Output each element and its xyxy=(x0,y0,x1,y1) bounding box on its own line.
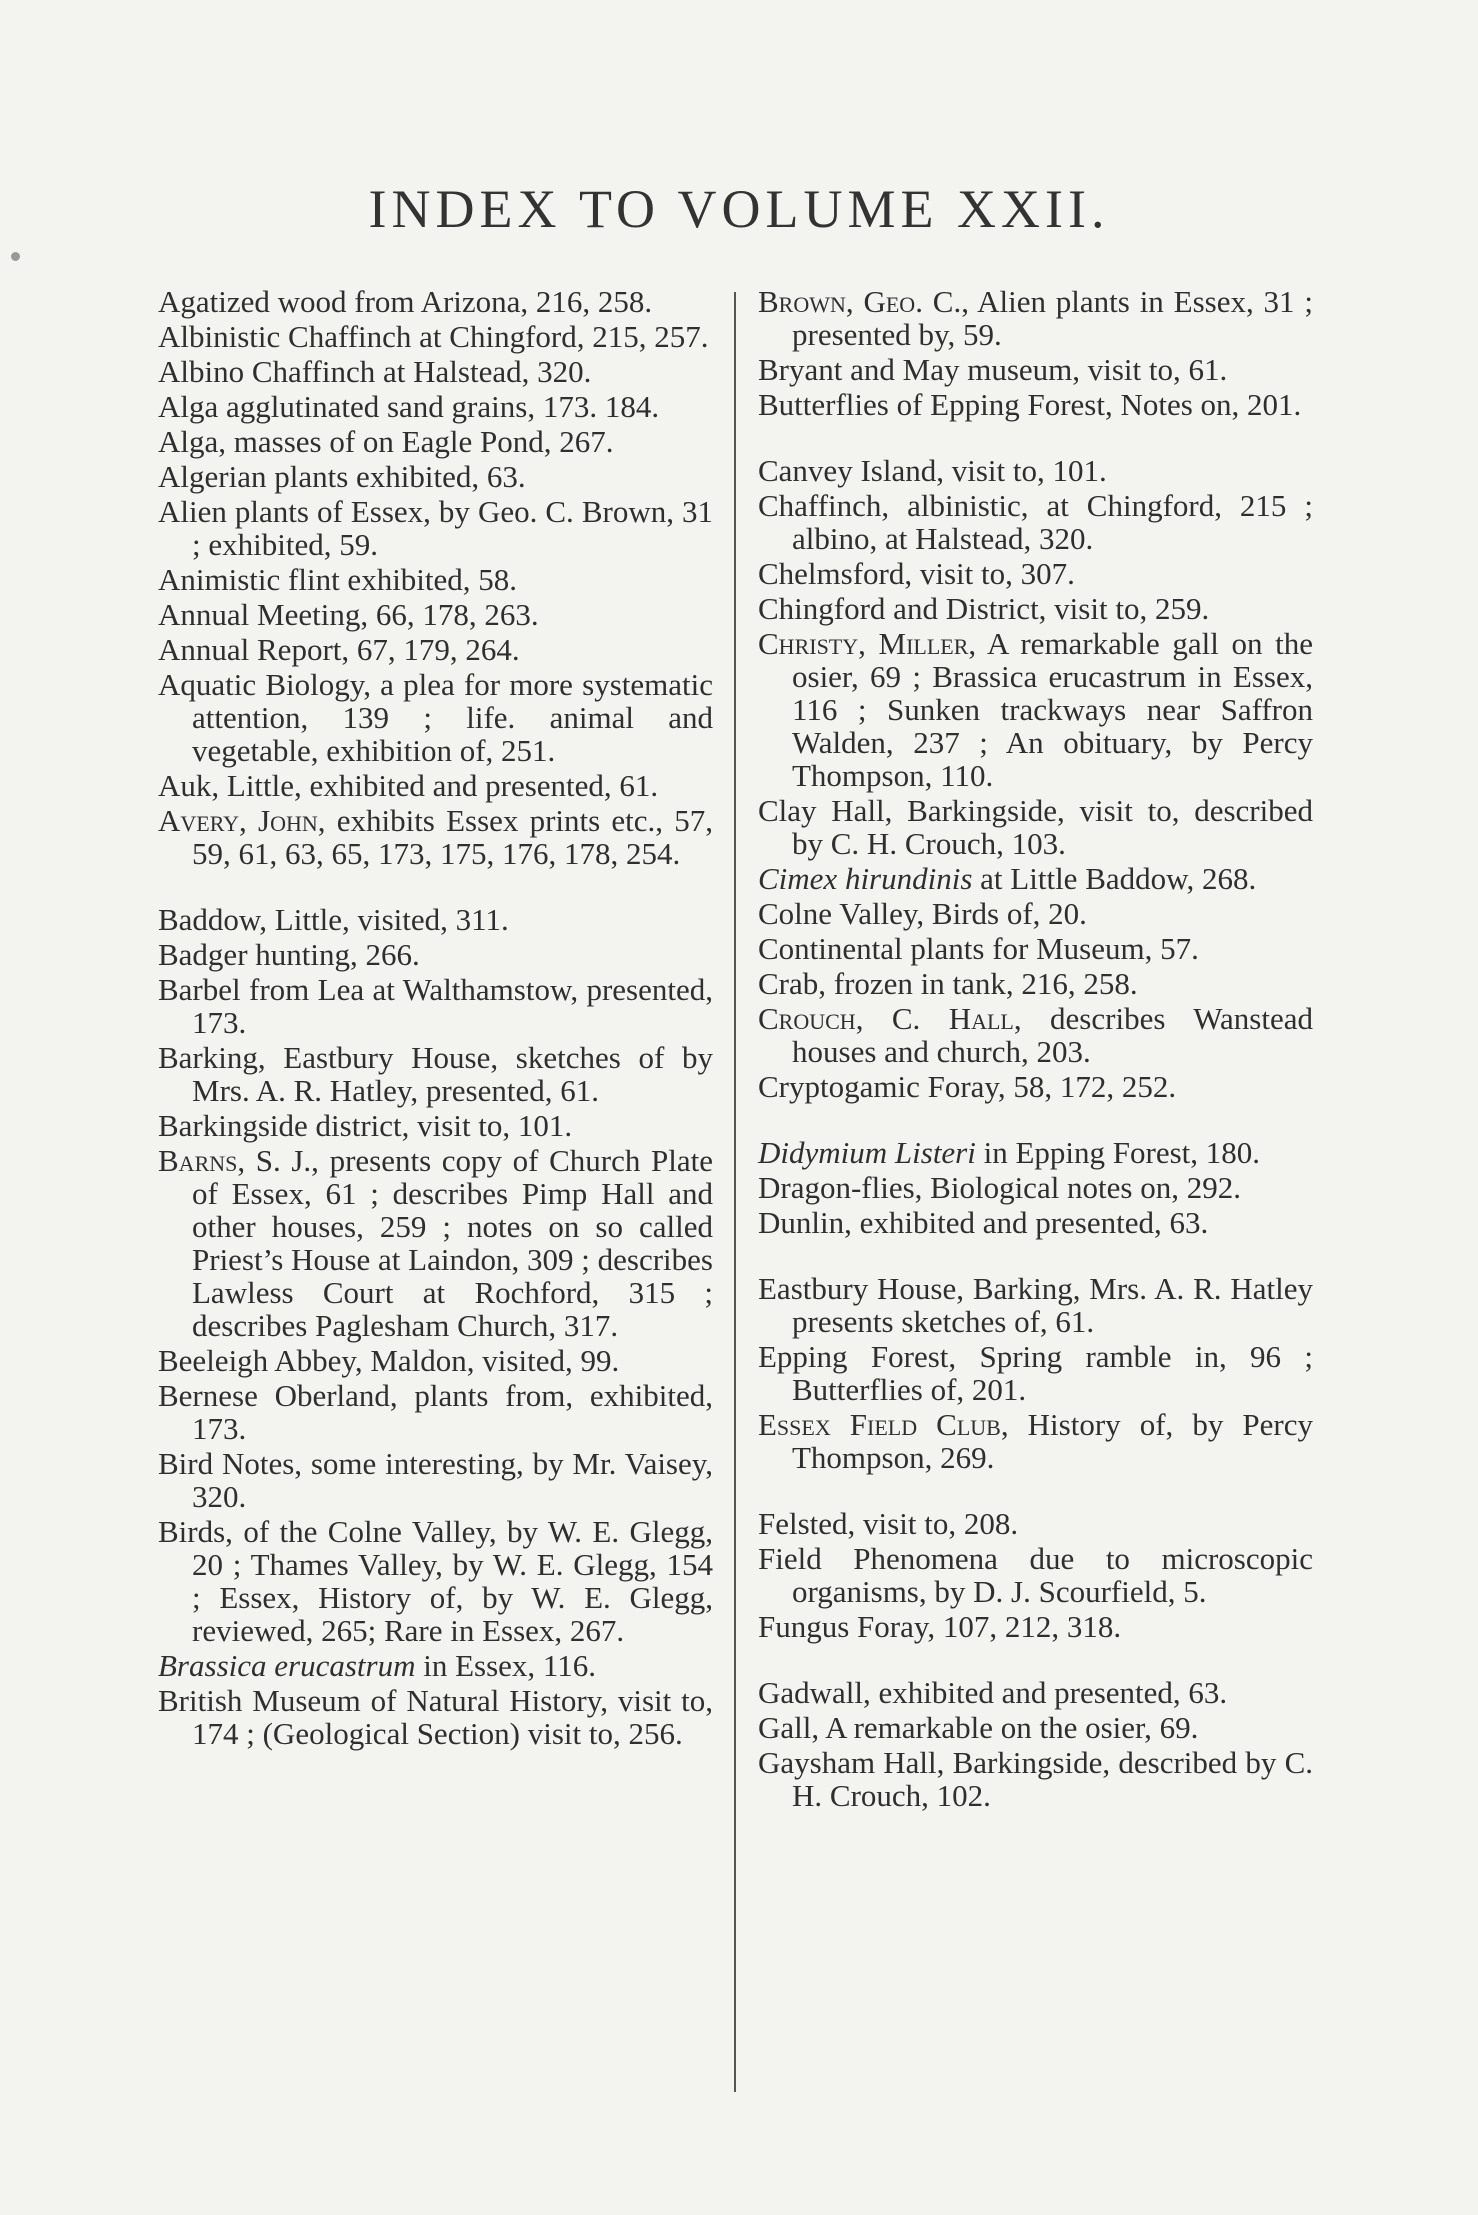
entry-text: Animistic flint exhibited, 58. xyxy=(158,562,518,597)
entry-italic-term: Didymium Listeri xyxy=(758,1135,976,1170)
entry-text: Alien plants in Essex, 31 ; presented by, 59. xyxy=(792,284,1314,352)
index-entry xyxy=(158,320,713,353)
entry-text: Beeleigh Abbey, Maldon, visited, 99. xyxy=(158,1343,620,1378)
index-entry xyxy=(158,460,713,493)
index-entry xyxy=(158,633,713,666)
index-entry xyxy=(158,390,713,423)
index-entry xyxy=(758,794,1313,860)
index-entry xyxy=(758,967,1313,1000)
index-entry xyxy=(758,897,1313,930)
index-entry xyxy=(158,425,713,458)
index-entry xyxy=(158,1649,713,1682)
index-entry xyxy=(758,932,1313,965)
index-entry xyxy=(158,598,713,631)
index-entry xyxy=(158,973,713,1039)
entry-text: Butterflies of Epping Forest, Notes on, 201. xyxy=(758,387,1302,422)
index-entry xyxy=(758,388,1313,421)
entry-text: Annual Meeting, 66, 178, 263. xyxy=(158,597,539,632)
index-entry xyxy=(758,285,1313,351)
index-entry xyxy=(758,353,1313,386)
index-entry xyxy=(758,1272,1313,1338)
entry-text: Baddow, Little, visited, 311. xyxy=(158,902,509,937)
index-entry xyxy=(758,557,1313,590)
index-entry xyxy=(158,804,713,870)
entry-text: Algerian plants exhibited, 63. xyxy=(158,459,526,494)
entry-text: in Essex, 116. xyxy=(415,1648,597,1683)
entry-italic-term: Cimex hirundinis xyxy=(758,861,973,896)
index-entry xyxy=(758,862,1313,895)
entry-text: Canvey Island, visit to, 101. xyxy=(758,453,1107,488)
index-entry xyxy=(158,1109,713,1142)
entry-text: Crab, frozen in tank, 216, 258. xyxy=(758,966,1138,1001)
entry-author: Crouch, C. Hall, xyxy=(758,1001,1022,1036)
column-divider xyxy=(734,292,736,2092)
index-entry xyxy=(758,592,1313,625)
entry-text: Chaffinch, albinistic, at Chingford, 215 ; albino, at Halstead, 320. xyxy=(758,488,1313,556)
entry-text: Albinistic Chaffinch at Chingford, 215, 257. xyxy=(158,319,709,354)
entry-text: Annual Report, 67, 179, 264. xyxy=(158,632,520,667)
entry-text: Epping Forest, Spring ramble in, 96 ; Butterflies of, 201. xyxy=(758,1339,1313,1407)
entry-text: Fungus Foray, 107, 212, 318. xyxy=(758,1609,1122,1644)
entry-text: British Museum of Natural History, visit to, 174 ; (Geological Section) visit to, 256. xyxy=(158,1683,713,1751)
index-entry xyxy=(758,454,1313,487)
index-entry xyxy=(158,1515,713,1647)
right-column xyxy=(758,285,1313,1814)
entry-text: Gadwall, exhibited and presented, 63. xyxy=(758,1675,1228,1710)
index-entry xyxy=(158,668,713,767)
index-entry xyxy=(158,1379,713,1445)
index-entry xyxy=(158,1684,713,1750)
index-entry xyxy=(758,1676,1313,1709)
index-entry xyxy=(758,627,1313,792)
page-title: INDEX TO VOLUME XXII. xyxy=(368,179,1110,239)
entry-text: Barking, Eastbury House, sketches of by Mrs. A. R. Hatley, presented, 61. xyxy=(158,1040,713,1108)
index-entry xyxy=(158,355,713,388)
entry-text: exhibits Essex prints etc., 57, 59, 61, 63, 65, 173, 175, 176, 178, 254. xyxy=(192,803,713,871)
entry-text: A remarkable gall on the osier, 69 ; Brassica erucastrum in Essex, 116 ; Sunken trackways near Saffron Walden, 237 ; An obituary, by Percy Thompson, 110. xyxy=(792,626,1313,793)
entry-text: Chelmsford, visit to, 307. xyxy=(758,556,1075,591)
entry-text: Albino Chaffinch at Halstead, 320. xyxy=(158,354,592,389)
entry-author: Barns, S. J., xyxy=(158,1143,319,1178)
index-entry xyxy=(758,1746,1313,1812)
index-entry xyxy=(758,1408,1313,1474)
index-entry xyxy=(158,563,713,596)
index-entry xyxy=(158,1344,713,1377)
entry-text: Eastbury House, Barking, Mrs. A. R. Hatley presents sketches of, 61. xyxy=(758,1271,1313,1339)
entry-text: Agatized wood from Arizona, 216, 258. xyxy=(158,284,653,319)
index-entry xyxy=(758,1206,1313,1239)
index-entry xyxy=(758,1340,1313,1406)
index-entry xyxy=(758,1507,1313,1540)
entry-text: Gall, A remarkable on the osier, 69. xyxy=(758,1710,1199,1745)
entry-text: Dunlin, exhibited and presented, 63. xyxy=(758,1205,1209,1240)
entry-text: presents copy of Church Plate of Essex, 61 ; describes Pimp Hall and other houses, 259 ; notes on so called Priest’s House at Laindon, 309 ; describes Lawless Court at Rochford, 315 ; describes Paglesham Church, 317. xyxy=(192,1143,713,1343)
entry-text: at Little Baddow, 268. xyxy=(972,861,1257,896)
entry-text: Auk, Little, exhibited and presented, 61. xyxy=(158,768,659,803)
index-entry xyxy=(158,1144,713,1342)
entry-text: Barkingside district, visit to, 101. xyxy=(158,1108,573,1143)
entry-text: Bird Notes, some interesting, by Mr. Vaisey, 320. xyxy=(158,1446,713,1514)
entry-text: History of, by Percy Thompson, 269. xyxy=(792,1407,1313,1475)
entry-text: Clay Hall, Barkingside, visit to, described by C. H. Crouch, 103. xyxy=(758,793,1313,861)
index-entry xyxy=(758,1711,1313,1744)
entry-text: Felsted, visit to, 208. xyxy=(758,1506,1019,1541)
index-entry xyxy=(758,489,1313,555)
entry-text: Badger hunting, 266. xyxy=(158,937,420,972)
entry-text: Field Phenomena due to microscopic organisms, by D. J. Scourfield, 5. xyxy=(758,1541,1313,1609)
index-entry xyxy=(158,1447,713,1513)
index-entry xyxy=(158,285,713,318)
left-column xyxy=(158,285,713,1752)
entry-text: Continental plants for Museum, 57. xyxy=(758,931,1199,966)
entry-text: Alga, masses of on Eagle Pond, 267. xyxy=(158,424,614,459)
entry-text: in Epping Forest, 180. xyxy=(975,1135,1261,1170)
entry-text: Colne Valley, Birds of, 20. xyxy=(758,896,1087,931)
entry-text: Dragon-flies, Biological notes on, 292. xyxy=(758,1170,1241,1205)
entry-text: Barbel from Lea at Walthamstow, presented, 173. xyxy=(158,972,713,1040)
entry-author: Avery, John, xyxy=(158,803,326,838)
index-entry xyxy=(158,495,713,561)
index-entry xyxy=(758,1610,1313,1643)
entry-text: Cryptogamic Foray, 58, 172, 252. xyxy=(758,1069,1177,1104)
index-entry xyxy=(158,1041,713,1107)
ink-spot xyxy=(11,252,20,261)
entry-author: Essex Field Club, xyxy=(758,1407,1009,1442)
index-entry xyxy=(758,1002,1313,1068)
index-entry xyxy=(758,1171,1313,1204)
index-entry xyxy=(758,1542,1313,1608)
entry-author: Christy, Miller, xyxy=(758,626,977,661)
entry-text: Alien plants of Essex, by Geo. C. Brown, 31 ; exhibited, 59. xyxy=(158,494,713,562)
entry-text: Bryant and May museum, visit to, 61. xyxy=(758,352,1228,387)
index-entry xyxy=(758,1070,1313,1103)
entry-text: describes Wanstead houses and church, 203. xyxy=(792,1001,1313,1069)
index-entry xyxy=(158,769,713,802)
entry-author: Brown, Geo. C., xyxy=(758,284,969,319)
entry-text: Aquatic Biology, a plea for more systematic attention, 139 ; life. animal and vegetable, exhibition of, 251. xyxy=(158,667,713,768)
index-entry xyxy=(758,1136,1313,1169)
entry-text: Chingford and District, visit to, 259. xyxy=(758,591,1210,626)
entry-text: Gaysham Hall, Barkingside, described by C. H. Crouch, 102. xyxy=(758,1745,1313,1813)
entry-text: Bernese Oberland, plants from, exhibited, 173. xyxy=(158,1378,713,1446)
entry-text: Alga agglutinated sand grains, 173. 184. xyxy=(158,389,660,424)
index-entry xyxy=(158,903,713,936)
entry-text: Birds, of the Colne Valley, by W. E. Glegg, 20 ; Thames Valley, by W. E. Glegg, 154 ; Essex, History of, by W. E. Glegg, reviewed, 265; Rare in Essex, 267. xyxy=(158,1514,713,1648)
entry-italic-term: Brassica erucastrum xyxy=(158,1648,416,1683)
index-entry xyxy=(158,938,713,971)
